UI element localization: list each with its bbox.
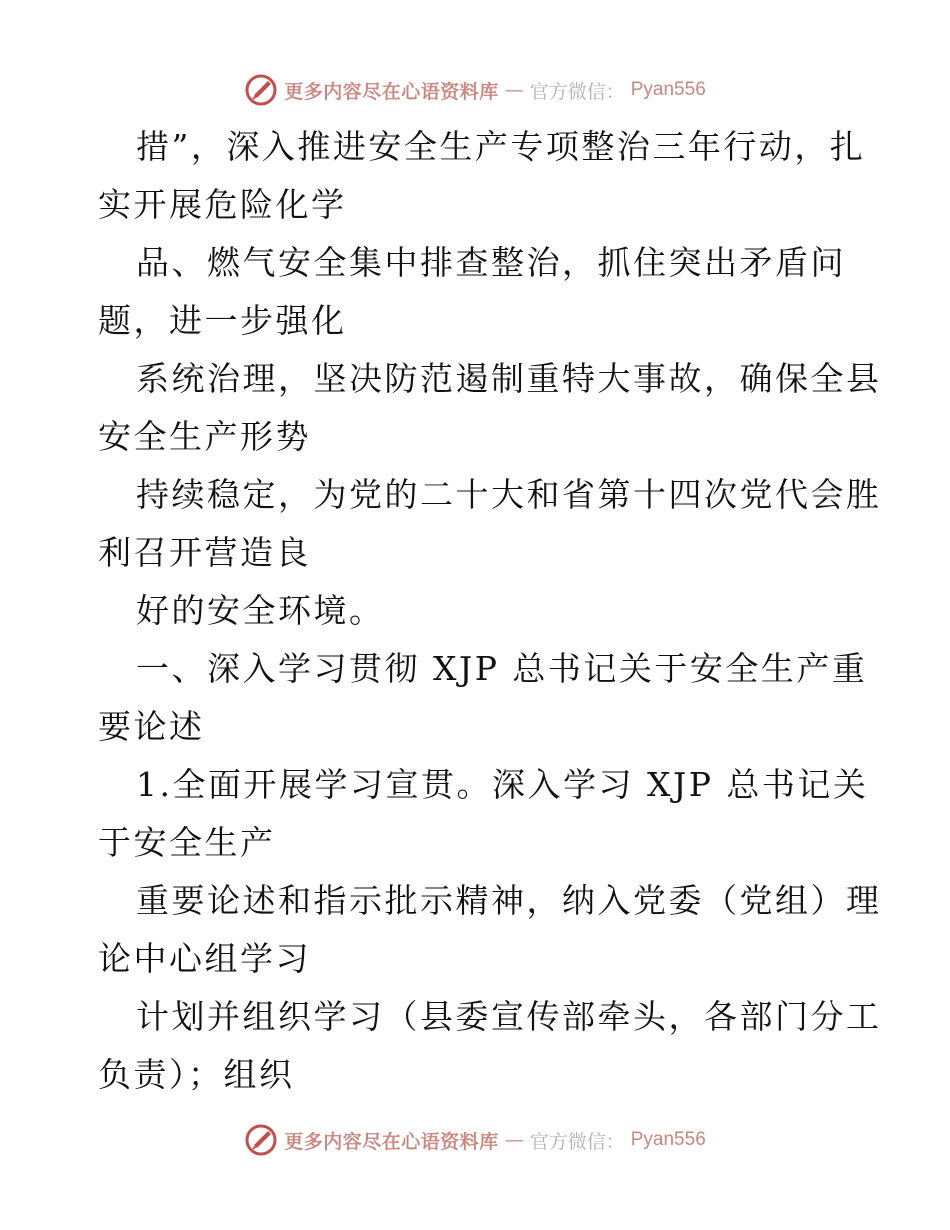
body-text-line: 1.全面开展学习宣贯。深入学习 XJP 总书记关 (136, 765, 869, 804)
watermark-brand: 更多内容尽在心语资料库 (284, 80, 499, 103)
brand-logo-icon (244, 73, 278, 107)
body-text-line: 重要论述和指示批示精神，纳入党委（党组）理 (136, 881, 882, 920)
watermark-official: 官方微信： (529, 80, 625, 103)
body-text-line: 题，进一步强化 (98, 301, 347, 340)
body-text-line: 系统治理，坚决防范遏制重特大事故，确保全县 (136, 359, 882, 398)
watermark-separator: — (504, 79, 524, 101)
footer-watermark (0, 1120, 950, 1160)
body-text-line: 措”，深入推进安全生产专项整治三年行动，扎 (136, 127, 866, 166)
body-text-line: 实开展危险化学 (98, 185, 347, 224)
body-text-line: 论中心组学习 (98, 939, 311, 978)
body-text-line: 持续稳定，为党的二十大和省第十四次党代会胜 (136, 475, 882, 514)
header-watermark (0, 70, 950, 110)
document-body (98, 118, 882, 1104)
watermark-account: Pyan556 (630, 1129, 706, 1150)
body-text-line: 安全生产形势 (98, 417, 311, 456)
body-text-line: 于安全生产 (98, 823, 276, 862)
body-text-line: 品、燃气安全集中排查整治，抓住突出矛盾问 (136, 243, 846, 282)
brand-logo-icon (244, 1123, 278, 1157)
body-text-line: 好的安全环境。 (136, 591, 385, 630)
watermark-official: 官方微信： (529, 1130, 625, 1153)
body-text-line: 一、深入学习贯彻 XJP 总书记关于安全生产重 (136, 649, 868, 688)
body-text-line: 负责）；组织 (98, 1055, 295, 1094)
watermark-separator: — (504, 1129, 524, 1151)
watermark-account: Pyan556 (630, 79, 706, 100)
body-text-line: 要论述 (98, 707, 205, 746)
body-text-line: 利召开营造良 (98, 533, 311, 572)
body-text-line: 计划并组织学习（县委宣传部牵头，各部门分工 (136, 997, 882, 1036)
watermark-brand: 更多内容尽在心语资料库 (284, 1130, 499, 1153)
